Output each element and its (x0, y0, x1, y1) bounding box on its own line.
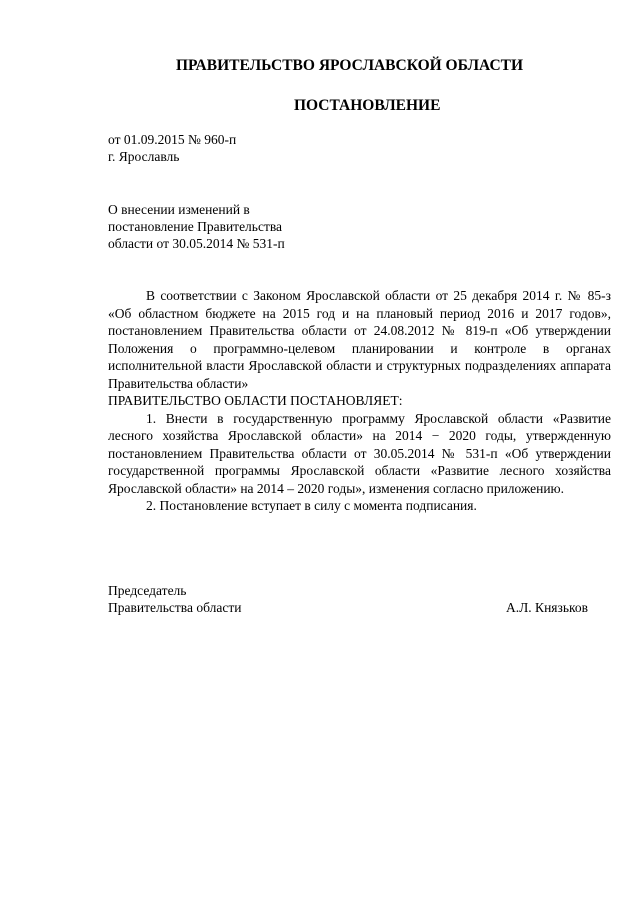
item-2-paragraph: 2. Постановление вступает в силу с момента подписания. (146, 498, 477, 513)
document-body (108, 287, 611, 515)
document-meta (108, 131, 236, 165)
signer-position-line2: Правительства области (108, 600, 242, 615)
government-title: ПРАВИТЕЛЬСТВО ЯРОСЛАВСКОЙ ОБЛАСТИ (176, 57, 524, 74)
preamble-paragraph: В соответствии с Законом Ярославской области от 25 декабря 2014 г. № 85-з «Об областном бюджете на 2015 год и на плановый период 2016 и 2017 годов», постановлением Правительства области от 24.08.2012 № 819-п «Об утверждении Положения о программно-целевом планировании и контроле в органах исполнительной власти Ярославской области и структурных подразделениях аппарата Правительства области» (108, 288, 611, 391)
signature-row (108, 599, 588, 616)
signature-block (108, 582, 588, 616)
subject-line: области от 30.05.2014 № 531-п (108, 236, 285, 251)
city: г. Ярославль (108, 149, 180, 164)
subject-line: постановление Правительства (108, 219, 283, 234)
resolves-heading: ПРАВИТЕЛЬСТВО ОБЛАСТИ ПОСТАНОВЛЯЕТ: (108, 393, 403, 408)
document-type-title: ПОСТАНОВЛЕНИЕ (294, 97, 441, 114)
document-subject (108, 201, 285, 252)
item-1-paragraph: 1. Внести в государственную программу Ярославской области «Развитие лесного хозяйства Ярославской области» на 2014 − 2020 годы, утвержденную постановлением Правительства области от 30.05.2014 № 531-п «Об утверждении государственной программы Ярославской области «Развитие лесного хозяйства Ярославской области» на 2014 – 2020 годы», изменения согласно приложению. (108, 410, 611, 496)
subject-line: О внесении изменений в (108, 202, 250, 217)
date-number: от 01.09.2015 № 960-п (108, 132, 237, 147)
signer-name: А.Л. Князьков (506, 600, 588, 615)
signer-position-line1: Председатель (108, 583, 187, 598)
